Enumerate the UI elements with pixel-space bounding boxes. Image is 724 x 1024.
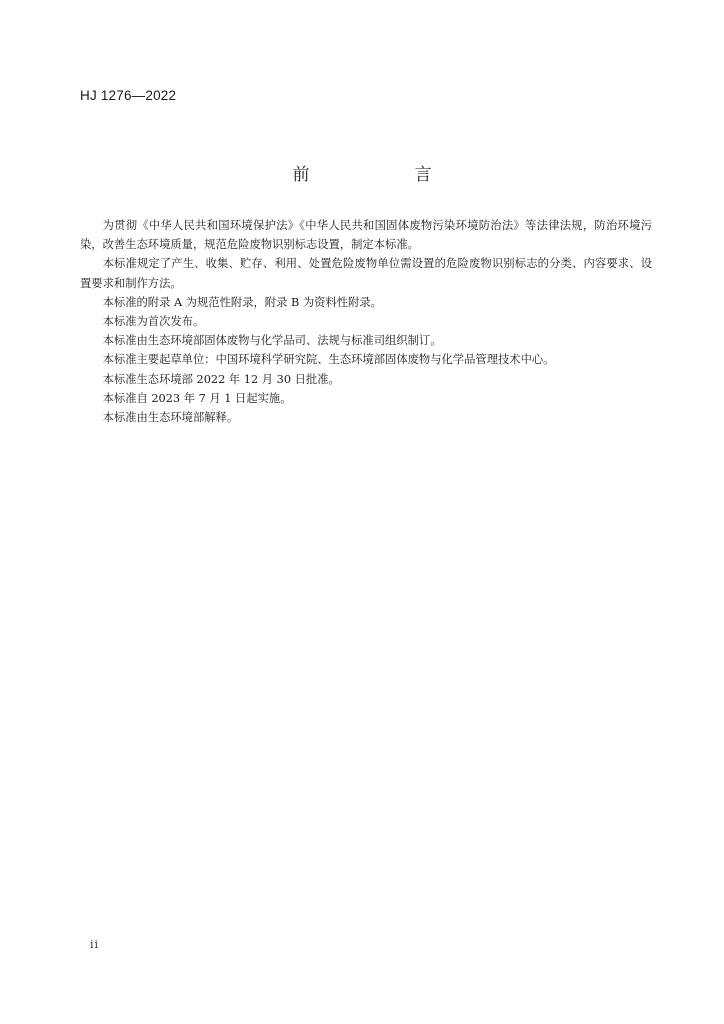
paragraph-organizer: 本标准由生态环境部固体废物与化学品司、法规与标准司组织制订。 <box>102 334 442 348</box>
paragraph-interpretation: 本标准由生态环境部解释。 <box>102 411 239 425</box>
paragraph-appendix: 本标准的附录 A 为规范性附录，附录 B 为资料性附录。 <box>102 295 382 309</box>
foreword-body <box>80 216 652 427</box>
page-number: ii <box>90 938 100 951</box>
section-title: 前 言 <box>292 165 476 185</box>
paragraph-purpose: 为贯彻《中华人民共和国环境保护法》《中华人民共和国固体废物污染环境防治法》等法律法规，防治环境污染，改善生态环境质量，规范危险废物识别标志设置，制定本标准。 <box>80 219 652 252</box>
standard-code-header: HJ 1276—2022 <box>80 88 177 103</box>
paragraph-first-release: 本标准为首次发布。 <box>102 315 205 329</box>
paragraph-drafters: 本标准主要起草单位：中国环境科学研究院、生态环境部固体废物与化学品管理技术中心。 <box>102 353 555 367</box>
paragraph-scope: 本标准规定了产生、收集、贮存、利用、处置危险废物单位需设置的危险废物识别标志的分类、内容要求、设置要求和制作方法。 <box>80 257 652 290</box>
paragraph-approval: 本标准生态环境部 2022 年 12 月 30 日批准。 <box>102 372 340 386</box>
paragraph-effective-date: 本标准自 2023 年 7 月 1 日起实施。 <box>102 391 292 405</box>
